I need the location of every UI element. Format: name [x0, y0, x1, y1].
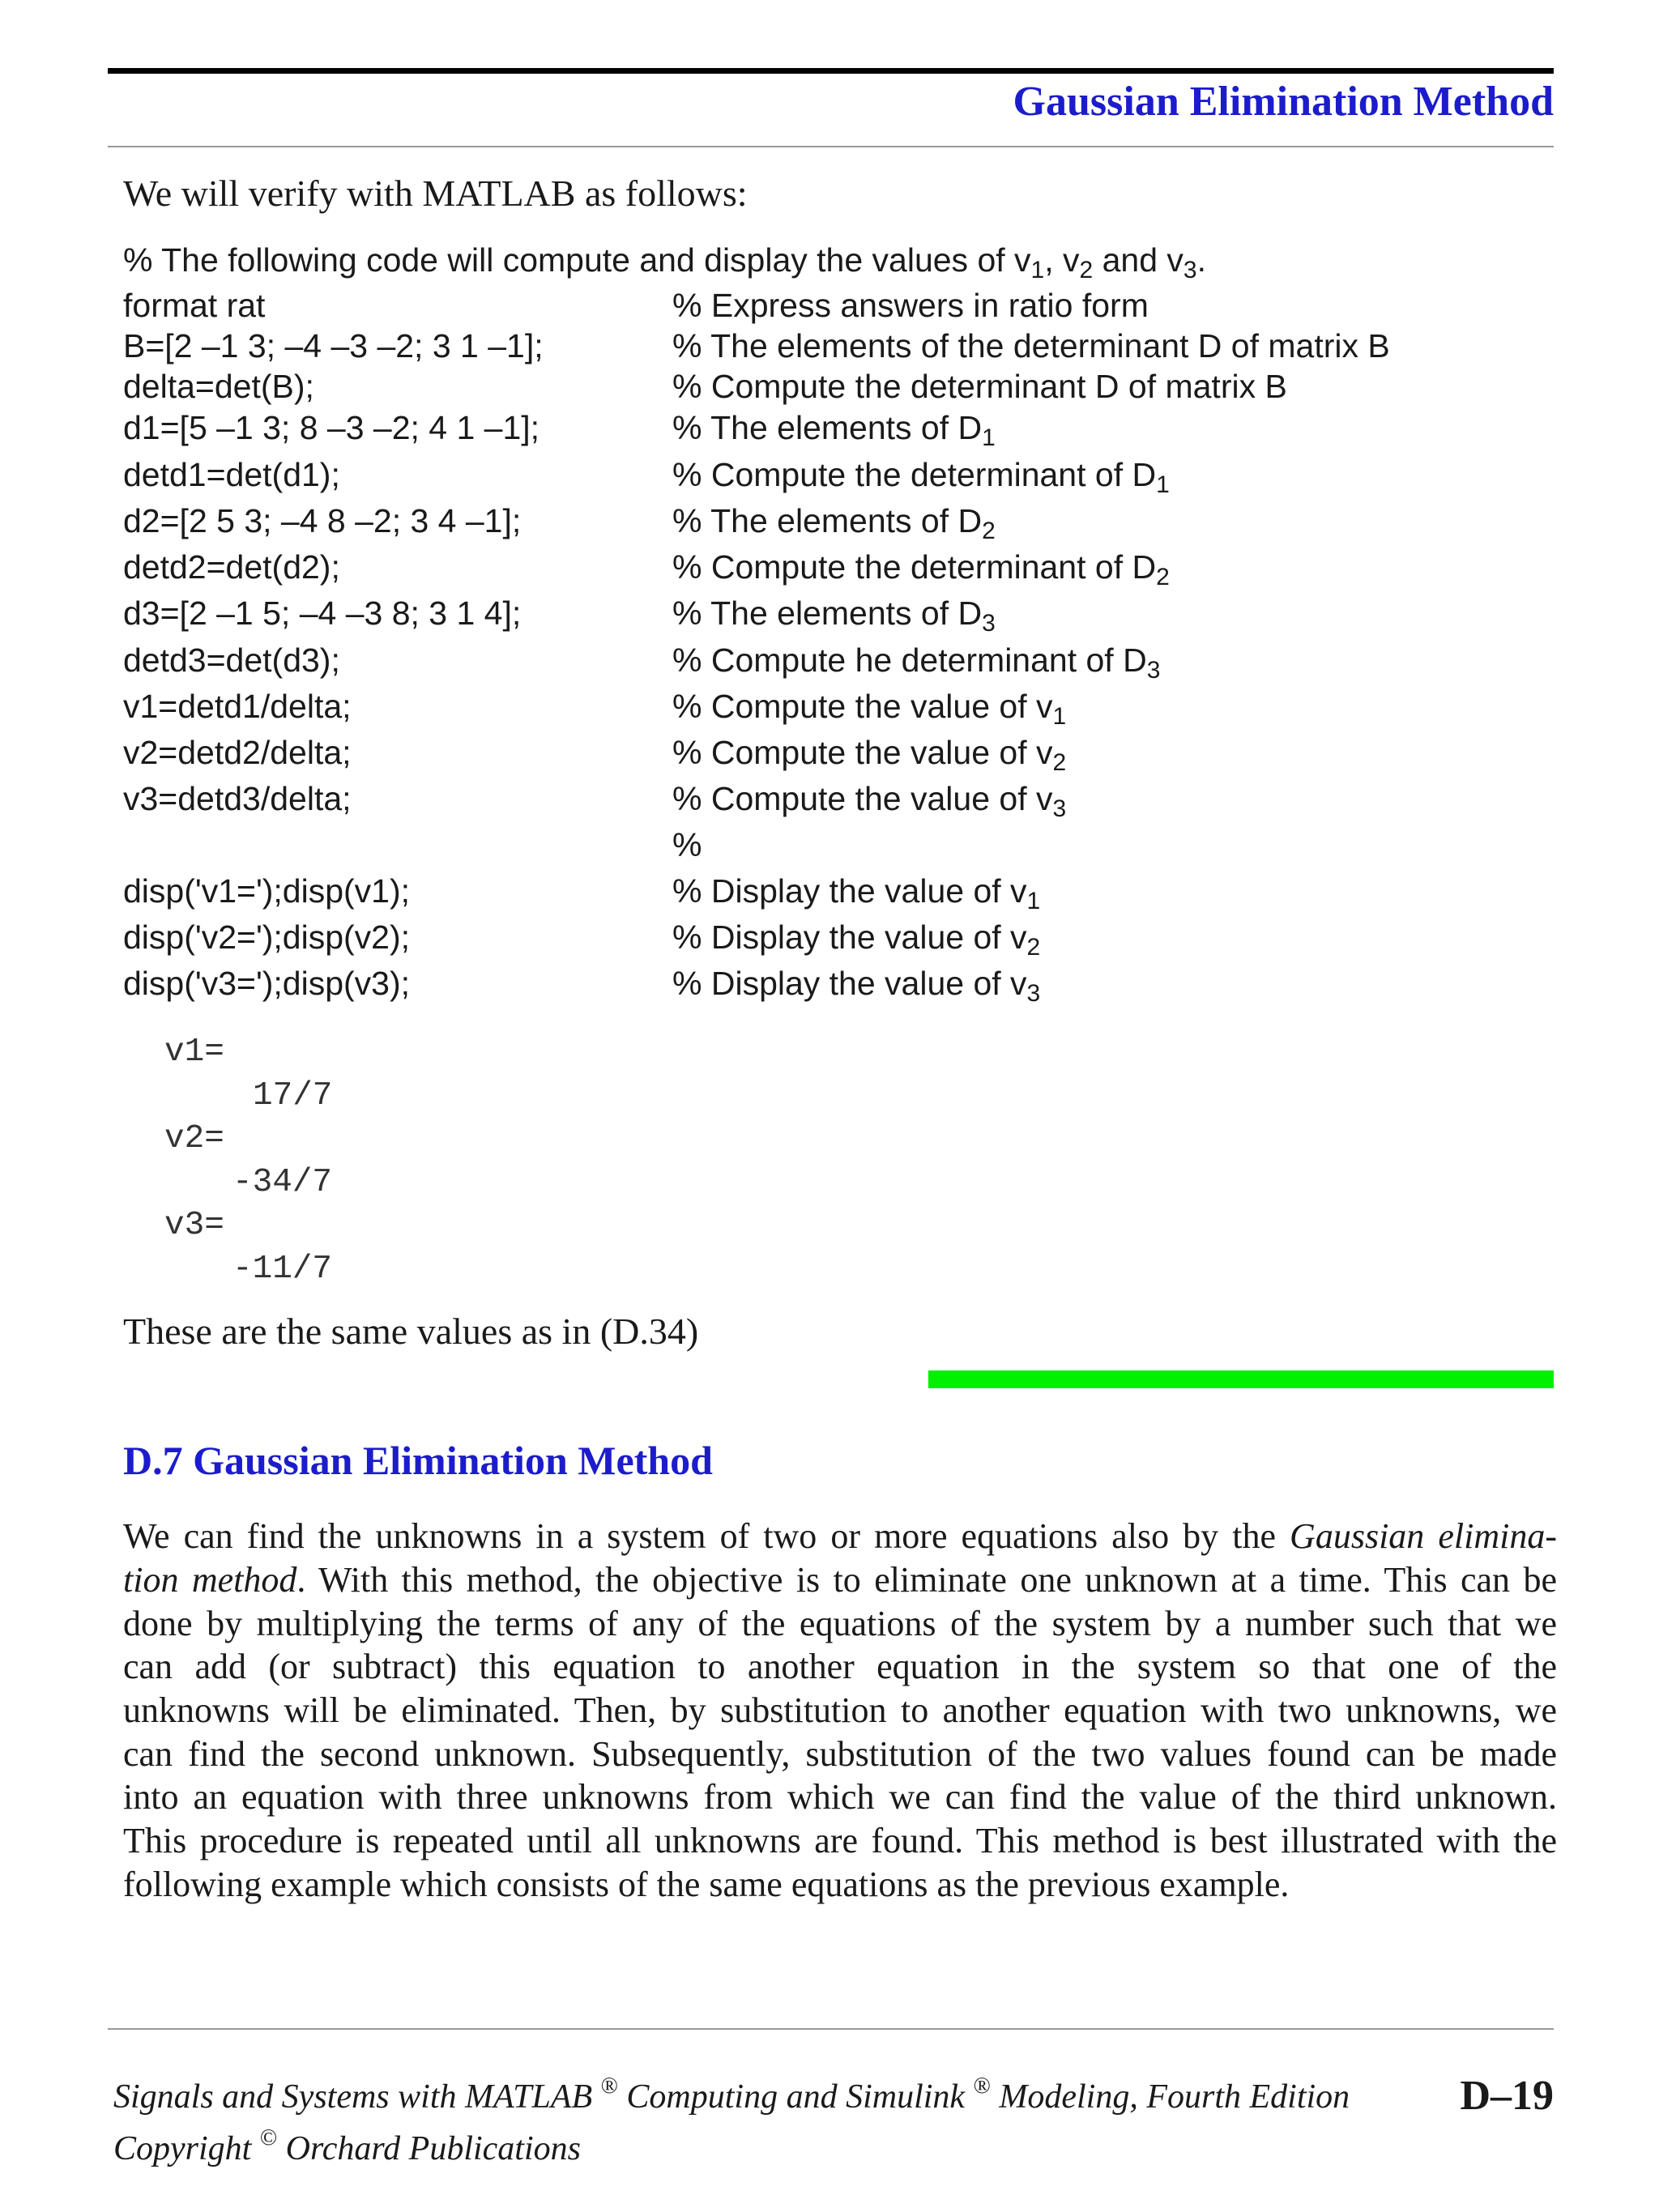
code-line-code: B=[2 –1 3; –4 –3 –2; 3 1 –1];: [123, 327, 544, 364]
comment-text: % Display the value of v: [672, 918, 1027, 956]
comment-subscript: 1: [1026, 888, 1041, 914]
code-line-comment: [672, 965, 1040, 1008]
code-line-comment: [672, 595, 996, 637]
code-heading-mid-1: , v: [1044, 241, 1080, 279]
code-line-code: d3=[2 –1 5; –4 –3 8; 3 1 4];: [123, 595, 522, 632]
code-line-comment: [672, 872, 1040, 915]
code-heading-sub-3: 3: [1183, 257, 1197, 283]
code-line-code: detd3=det(d3);: [123, 641, 340, 679]
comment-subscript: 3: [1026, 980, 1041, 1007]
code-line-comment: [672, 734, 1066, 777]
paragraph-italic-term: tion method: [123, 1560, 297, 1600]
comment-subscript: 2: [1052, 749, 1067, 776]
code-line-comment: [672, 548, 1170, 591]
footer-copyright: [113, 2125, 581, 2168]
code-line-comment: [672, 780, 1066, 823]
section-title: D.7 Gaussian Elimination Method: [123, 1438, 713, 1483]
comment-subscript: 2: [1156, 564, 1170, 590]
code-line-code: d2=[2 5 3; –4 8 –2; 3 4 –1];: [123, 502, 522, 539]
comment-subscript: 3: [1052, 795, 1067, 822]
footer-title-part: Signals and Systems with MATLAB: [113, 2078, 593, 2116]
paragraph-line: into an equation with three unknowns from which we can find the value of the third unknown.: [123, 1777, 1557, 1817]
output-v1-label: v1=: [164, 1034, 224, 1071]
paragraph-line: [123, 1515, 1557, 1558]
code-line-comment: [672, 327, 1390, 365]
comment-text: % The elements of D: [672, 502, 983, 539]
registered-mark: ®: [600, 2073, 618, 2099]
code-heading-suffix: .: [1196, 241, 1207, 279]
code-heading-prefix: % The following code will compute and display the values of v: [123, 241, 1031, 279]
copyright-symbol: ©: [259, 2125, 278, 2150]
code-line-code: detd2=det(d2);: [123, 548, 340, 586]
comment-text: % Display the value of v: [672, 872, 1027, 910]
comment-subscript: 3: [982, 610, 996, 637]
output-v2-value: -34/7: [232, 1164, 333, 1201]
paragraph-line: can add (or subtract) this equation to another equation in the system so that one of the: [123, 1647, 1557, 1686]
publisher-name: Orchard Publications: [277, 2130, 581, 2167]
code-line-comment: [672, 502, 996, 545]
paragraph-line: This procedure is repeated until all unknowns are found. This method is best illustrated with the: [123, 1821, 1557, 1860]
paragraph-line: unknowns will be eliminated. Then, by substitution to another equation with two unknowns, we: [123, 1690, 1557, 1730]
copyright-text: Copyright: [113, 2130, 252, 2167]
comment-text: % Express answers in ratio form: [672, 287, 1149, 324]
header-top-rule: [108, 68, 1554, 74]
paragraph-text: . With this method, the objective is to eliminate one unknown at a time. This can be: [296, 1560, 1557, 1600]
paragraph-italic-term: Gaussian elimina-: [1290, 1516, 1557, 1556]
comment-text: % The elements of D: [672, 595, 983, 632]
code-comment-heading: [123, 241, 1206, 284]
code-line-comment: [672, 409, 996, 452]
paragraph-text: We can find the unknowns in a system of two or more equations also by the: [123, 1516, 1290, 1556]
code-line-comment: [672, 368, 1287, 406]
comment-text: %: [672, 826, 702, 863]
code-line-comment: [672, 918, 1040, 961]
code-line-comment: [672, 826, 702, 864]
code-heading-sub-2: 2: [1079, 257, 1094, 283]
code-line-code: disp('v3=');disp(v3);: [123, 965, 411, 1002]
comment-subscript: 1: [1052, 703, 1067, 730]
code-line-comment: [672, 287, 1149, 325]
paragraph-line: done by multiplying the terms of any of the equations of the system by a number such that we: [123, 1604, 1557, 1643]
code-line-code: v3=detd3/delta;: [123, 780, 352, 817]
code-line-code: disp('v2=');disp(v2);: [123, 918, 411, 956]
comment-text: % Compute the value of v: [672, 780, 1053, 817]
paragraph-line: [123, 1558, 1557, 1602]
footer-title-part: Computing and Simulink: [617, 2078, 966, 2116]
running-header-title: Gaussian Elimination Method: [1013, 79, 1554, 125]
code-line-code: format rat: [123, 287, 266, 324]
footer-divider: [108, 2028, 1554, 2030]
comment-subscript: 2: [1026, 934, 1041, 961]
output-v2-label: v2=: [164, 1120, 224, 1157]
paragraph-line: following example which consists of the same equations as the previous example.: [123, 1865, 1290, 1904]
footer-book-title: [113, 2073, 1350, 2116]
paragraph-line: can find the second unknown. Subsequently, substitution of the two values found can be made: [123, 1734, 1557, 1774]
comment-subscript: 2: [982, 518, 996, 544]
code-line-code: delta=det(B);: [123, 368, 314, 405]
after-output-text: These are the same values as in (D.34): [123, 1311, 699, 1352]
code-line-comment: [672, 456, 1170, 499]
code-line-code: v1=detd1/delta;: [123, 688, 352, 725]
output-v3-value: -11/7: [232, 1251, 333, 1288]
comment-text: % The elements of the determinant D of matrix B: [672, 327, 1390, 364]
header-divider: [108, 146, 1554, 147]
comment-subscript: 3: [1146, 657, 1161, 684]
code-heading-sub-1: 1: [1030, 257, 1045, 283]
output-v1-value: 17/7: [253, 1077, 333, 1115]
footer-title-part: Modeling, Fourth Edition: [990, 2078, 1350, 2116]
code-line-comment: [672, 688, 1066, 731]
code-line-code: v2=detd2/delta;: [123, 734, 352, 771]
output-v3-label: v3=: [164, 1207, 224, 1244]
comment-text: % Compute the value of v: [672, 688, 1053, 725]
comment-text: % Compute the determinant D of matrix B: [672, 368, 1287, 405]
comment-subscript: 1: [1156, 471, 1170, 498]
intro-text: We will verify with MATLAB as follows:: [123, 173, 748, 214]
code-line-comment: [672, 641, 1160, 684]
comment-subscript: 1: [982, 424, 996, 451]
comment-text: % Compute he determinant of D: [672, 641, 1147, 679]
comment-text: % Compute the value of v: [672, 734, 1053, 771]
code-line-code: d1=[5 –1 3; 8 –3 –2; 4 1 –1];: [123, 409, 540, 446]
comment-text: % The elements of D: [672, 409, 983, 446]
comment-text: % Display the value of v: [672, 965, 1027, 1002]
green-highlight-bar: [928, 1370, 1554, 1388]
comment-text: % Compute the determinant of D: [672, 548, 1157, 586]
registered-mark: ®: [973, 2073, 991, 2099]
comment-text: % Compute the determinant of D: [672, 456, 1157, 493]
code-line-code: detd1=det(d1);: [123, 456, 340, 493]
code-line-code: disp('v1=');disp(v1);: [123, 872, 411, 910]
page-number: D–19: [1460, 2073, 1554, 2119]
code-heading-mid-2: and v: [1093, 241, 1183, 279]
